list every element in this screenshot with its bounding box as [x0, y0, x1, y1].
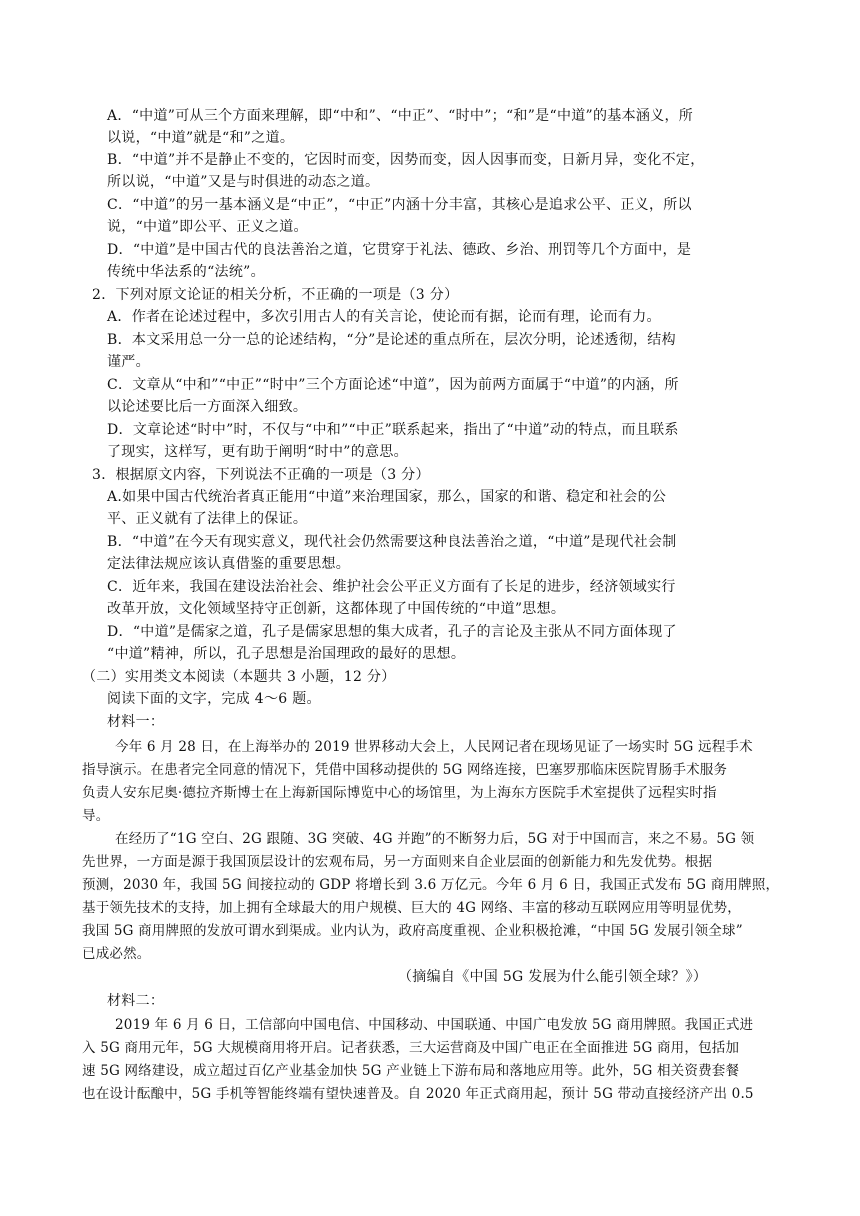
material2-label: 材料二：: [107, 993, 165, 1009]
q3-option-d-line2: “中道”精神，所以，孔子思想是治国理政的最好的思想。: [107, 646, 466, 662]
q1-option-a-line1: A．“中道”可从三个方面来理解，即“中和”、“中正”、“时中”；“和”是“中道”的基本涵义，所: [107, 108, 694, 124]
q2-option-a: A．作者在论述过程中，多次引用古人的有关言论，使论而有据，论而有理，论而有力。: [107, 309, 661, 325]
material1-p1-line4: 导。: [82, 808, 110, 824]
q1-option-b-line2: 所以说，“中道”又是与时俱进的动态之道。: [107, 174, 380, 190]
material2-p1-line4: 也在设计酝酿中，5G 手机等智能终端有望快速普及。自 2020 年正式商用起，预计 5G 带动直接经济产出 0.5: [82, 1086, 754, 1102]
material1-p2-line5: 我国 5G 商用牌照的发放可谓水到渠成。业内认为，政府高度重视、企业积极抢滩，“中国 5G 发展引领全球”: [82, 923, 743, 939]
q2-option-c-line2: 以论述要比后一方面深入细致。: [107, 399, 308, 415]
section-instruction: 阅读下面的文字，完成 4～6 题。: [107, 691, 321, 707]
q2-option-c-line1: C．文章从“中和”“中正”“时中”三个方面论述“中道”，因为前两方面属于“中道”的内涵，所: [107, 377, 679, 393]
material1-p2-line2: 先世界，一方面是源于我国顶层设计的宏观布局，另一方面则来自企业层面的创新能力和先发优势。根据: [82, 854, 713, 870]
material1-p2-line3: 预测，2030 年，我国 5G 间接拉动的 GDP 将增长到 3.6 万亿元。今年 6 月 6 日，我国正式发布 5G 商用牌照，: [82, 877, 780, 893]
q3-option-d-line1: D．“中道”是儒家之道，孔子是儒家思想的集大成者，孔子的言论及主张从不同方面体现了: [107, 624, 677, 640]
q1-option-c-line1: C．“中道”的另一基本涵义是“中正”，“中正”内涵十分丰富，其核心是追求公平、正义，所以: [107, 197, 692, 213]
q1-option-a-line2: 以说，“中道”就是“和”之道。: [107, 130, 295, 146]
material1-p1-line1: 今年 6 月 28 日，在上海举办的 2019 世界移动大会上，人民网记者在现场见证了一场实时 5G 远程手术: [115, 739, 753, 755]
material1-p1-line3: 负责人安东尼奥·德拉齐斯博士在上海新国际博览中心的场馆里，为上海东方医院手术室提供了远程实时指: [82, 785, 717, 801]
q3-option-b-line1: B．“中道”在今天有现实意义，现代社会仍然需要这种良法善治之道，“中道”是现代社会制: [107, 534, 677, 550]
q1-option-c-line2: 说，“中道”即公平、正义之道。: [107, 219, 308, 235]
q3-option-a-line2: 平、正义就有了法律上的保证。: [107, 511, 308, 527]
q1-option-d-line2: 传统中华法系的“法统”。: [107, 264, 265, 280]
material1-p2-line4: 基于领先技术的支持，加上拥有全球最大的用户规模、巨大的 4G 网络、丰富的移动互联网应用等明显优势，: [82, 900, 741, 916]
material2-p1-line2: 入 5G 商用元年，5G 大规模商用将开启。记者获悉，三大运营商及中国广电正在全面推进 5G 商用，包括加: [82, 1040, 740, 1056]
material2-p1-line1: 2019 年 6 月 6 日，工信部向中国电信、中国移动、中国联通、中国广电发放 5G 商用牌照。我国正式进: [115, 1017, 754, 1033]
q3-option-a-line1: A.如果中国古代统治者真正能用“中道”来治理国家，那么，国家的和谐、稳定和社会的公: [107, 489, 667, 505]
material1-p1-line2: 指导演示。在患者完全同意的情况下，凭借中国移动提供的 5G 网络连接，巴塞罗那临床医院胃肠手术服务: [82, 762, 728, 778]
q2-option-d-line2: 了现实，这样写，更有助于阐明“时中”的意思。: [107, 444, 408, 460]
q2-option-d-line1: D．文章论述“时中”时，不仅与“中和”“中正”联系起来，指出了“中道”动的特点，而且联系: [107, 422, 679, 438]
q3-option-c-line2: 改革开放，文化领域坚持守正创新，这都体现了中国传统的“中道”思想。: [107, 601, 566, 617]
q1-option-b-line1: B．“中道”并不是静止不变的，它因时而变，因势而变，因人因事而变，日新月异，变化不定，: [107, 152, 705, 168]
material1-source: （摘编自《中国 5G 发展为什么能引领全球？》）: [398, 969, 708, 985]
q2-option-b-line1: B．本文采用总一分一总的论述结构，“分”是论述的重点所在，层次分明，论述透彻，结构: [107, 332, 676, 348]
q3-stem: 3．根据原文内容，下列说法不正确的一项是（3 分）: [92, 467, 430, 483]
material1-p2-line6: 已成必然。: [82, 946, 151, 962]
q1-option-d-line1: D．“中道”是中国古代的良法善治之道，它贯穿于礼法、德政、乡治、刑罚等几个方面中，是: [107, 242, 692, 258]
material1-label: 材料一：: [107, 714, 165, 730]
section-heading: （二）实用类文本阅读（本题共 3 小题，12 分）: [82, 669, 396, 685]
q3-option-c-line1: C．近年来，我国在建设法治社会、维护社会公平正义方面有了长足的进步，经济领域实行: [107, 579, 676, 595]
q2-option-b-line2: 谨严。: [107, 354, 150, 370]
material2-p1-line3: 速 5G 网络建设，成立超过百亿产业基金加快 5G 产业链上下游布局和落地应用等。此外，5G 相关资费套餐: [82, 1063, 740, 1079]
material1-p2-line1: 在经历了“1G 空白、2G 跟随、3G 突破、4G 并跑”的不断努力后，5G 对于中国而言，来之不易。5G 领: [115, 831, 755, 847]
q2-stem: 2．下列对原文论证的相关分析，不正确的一项是（3 分）: [92, 287, 459, 303]
q3-option-b-line2: 定法律法规应该认真借鉴的重要思想。: [107, 556, 351, 572]
